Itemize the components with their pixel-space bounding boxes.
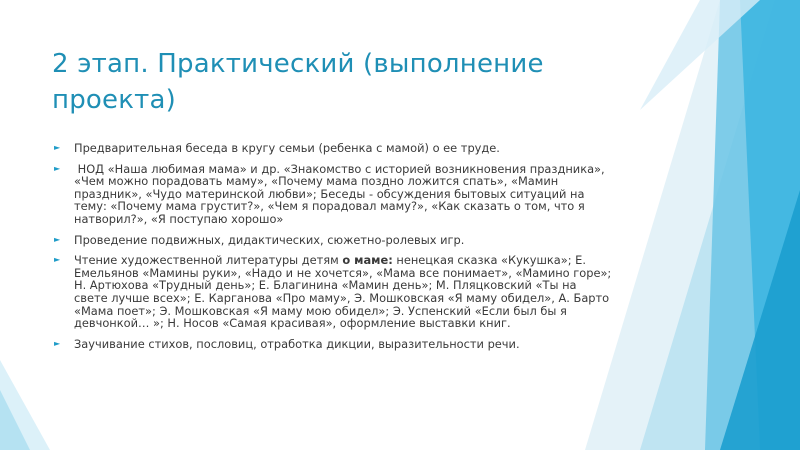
slide-title: 2 этап. Практический (выполнение проекта)	[52, 49, 544, 115]
bullet-text-part: ненецкая сказка «Кукушка»; Е. Емельянов «Мамины руки», «Надо и не хочется», «Мама все понимает», «Мамино горе»; Н. Артюхова «Трудный день»; Е. Благинина «Мамин день»; М. Пляцковский «Ты на свете лучше всех»; Е. Карганова «Про маму», Э. Мошковская «Я маму обидел», А. Барто «Мама поет»; Э. Мошковская «Я маму мою обидел»; Э. Успенский «Если был бы я девчонкой… »; Н. Носов «Самая красивая», оформление выставки книг.	[74, 253, 615, 331]
bullet-item	[52, 142, 612, 155]
deco-left-corner-pale	[0, 360, 50, 450]
bullet-text-bold: о маме:	[342, 253, 393, 268]
bullet-item	[52, 163, 612, 226]
bullet-list	[52, 141, 615, 358]
bullet-text-part: Чтение художественной литературы детям	[74, 253, 343, 268]
bullet-item	[52, 338, 612, 351]
triangle-right-icon: ►	[54, 234, 61, 244]
bullet-text: НОД «Наша любимая мама» и др. «Знакомство с историей возникновения праздника», «Чем можно порадовать маму», «Почему мама поздно ложится спать», «Мамин праздник», «Чудо материнской любви»; Беседы - обсуждения бытовых ситуаций на тему: «Почему мама грустит?», «Чем я порадовал маму?», «Как сказать о том, что я натворил?», «Я поступаю хорошо»	[74, 161, 609, 226]
bullet-item	[52, 234, 612, 247]
bullet-text: Проведение подвижных, дидактических, сюжетно-ролевых игр.	[74, 232, 465, 247]
bullet-item	[52, 253, 615, 331]
bullet-text: Предварительная беседа в кругу семьи (ребенка с мамой) о ее труде.	[74, 141, 500, 155]
triangle-right-icon: ►	[54, 338, 61, 348]
triangle-right-icon: ►	[54, 255, 61, 265]
triangle-right-icon: ►	[54, 143, 61, 152]
triangle-right-icon: ►	[54, 163, 61, 173]
bullet-text: Заучивание стихов, пословиц, отработка дикции, выразительности речи.	[74, 336, 520, 351]
